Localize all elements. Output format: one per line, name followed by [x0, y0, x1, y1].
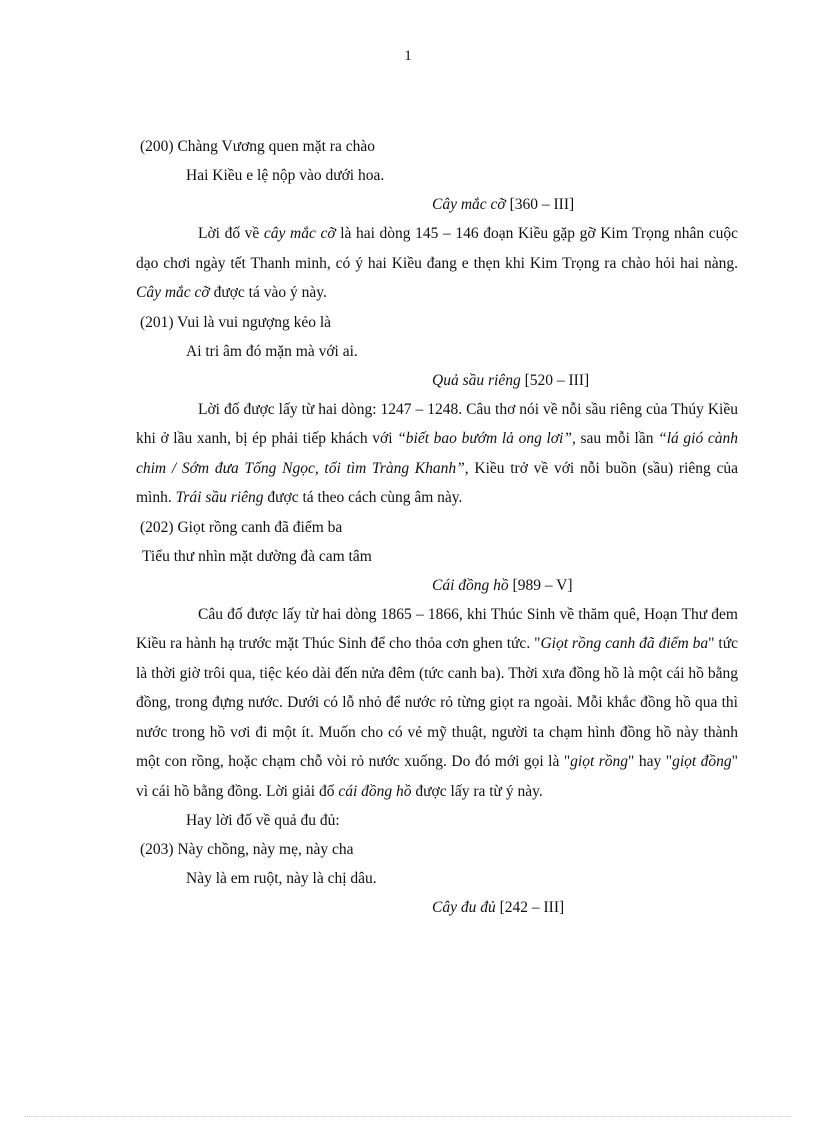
emphasis-text: cây mắc cỡ: [263, 225, 336, 242]
emphasis-text: giọt đồng: [672, 753, 732, 770]
paragraph-text: , sau mỗi lần: [571, 430, 659, 447]
emphasis-text: Giọt rồng canh đã điểm ba: [540, 635, 709, 652]
answer-reference: [242 – III]: [495, 899, 565, 916]
answer-reference: [989 – V]: [508, 576, 573, 594]
paragraph-text: được lấy ra từ ý này.: [411, 782, 543, 800]
intro-line: Hay lời đố về quả đu đủ:: [186, 812, 340, 829]
emphasis-text: “biết bao bướm lả ong lơi”: [397, 430, 572, 447]
paragraph-text: " hay ": [628, 753, 673, 770]
paragraph-text: được tá theo cách cùng âm này.: [263, 489, 463, 506]
emphasis-text: “lá gió cành chim / Sớm đưa Tống Ngọc, tối tìm Tràng Khanh”: [136, 430, 738, 477]
verse-text: Giọt rồng canh đã điểm ba: [173, 518, 343, 536]
riddle-answer: [432, 571, 738, 600]
page-bottom-divider: [24, 1116, 792, 1117]
paragraph-text: Câu đố được lấy từ hai dòng 1865 – 1866, khi Thúc Sinh về thăm quê, Hoạn Thư đem Kiều ra hành hạ trước mặt Thúc Sinh để cho thỏa cơn ghen tức. ": [136, 605, 738, 652]
explanation-paragraph: [136, 600, 738, 807]
emphasis-text: cái đồng hồ: [338, 782, 412, 800]
verse-number: (203): [140, 841, 174, 858]
verse-first-line: [140, 308, 738, 337]
answer-reference: [360 – III]: [505, 196, 575, 213]
verse-second-line: Hai Kiều e lệ nộp vào dưới hoa.: [186, 167, 385, 184]
paragraph-text: " tức là thời giờ trôi qua, tiệc kéo dài đến nửa đêm (tức canh ba). Thời xưa đồng hồ là một cái hồ bằng đồng, trong đựng nước. Dưới có lỗ nhỏ để nước rỏ từng giọt ra ngoài. Mỗi khắc đồng hồ qua thì nước trong hồ vơi đi một ít. Muốn cho có vẻ mỹ thuật, người ta chạm hình đồng hồ này thành một con rồng, hoặc chạm chỗ vòi rỏ nước xuống. Do đó mới gọi là ": [136, 635, 738, 770]
verse-text: Chàng Vương quen mặt ra chào: [173, 138, 375, 155]
answer-reference: [520 – III]: [520, 371, 590, 389]
explanation-paragraph: [136, 219, 738, 308]
answer-title: Cây mắc cỡ: [432, 196, 506, 213]
explanation-paragraph: [136, 395, 738, 513]
verse-number: (202): [140, 518, 174, 536]
riddle-answer: [432, 893, 738, 922]
verse-second-line: Này là em ruột, này là chị dâu.: [186, 870, 377, 887]
paragraph-text: Lời đố được lấy từ hai dòng: 1247 – 1248. Câu thơ nói về nỗi sầu riêng của Thúy Kiều khi ở lầu xanh, bị ép phải tiếp khách với: [136, 400, 738, 447]
riddle-answer: [432, 366, 738, 395]
paragraph-text: được tá vào ý này.: [209, 284, 327, 301]
answer-title: Quả sầu riêng: [432, 371, 521, 389]
paragraph-text: là hai dòng 145 – 146 đoạn Kiều gặp gỡ Kim Trọng nhân cuộc dạo chơi ngày tết Thanh minh, có ý hai Kiều đang e thẹn khi Kim Trọng ra chào hỏi hai nàng.: [136, 225, 739, 272]
verse-text: Này chồng, này mẹ, này cha: [173, 841, 354, 858]
answer-title: Cây đu đủ: [432, 899, 496, 916]
emphasis-text: Cây mắc cỡ: [136, 284, 210, 301]
document-body: [136, 132, 738, 922]
paragraph-text: " vì cái hồ bằng đồng. Lời giải đố: [136, 753, 738, 800]
paragraph-text: , Kiều trở về với nỗi buồn (sầu) riêng của mình.: [136, 459, 739, 506]
verse-first-line: [140, 132, 738, 161]
verse-text: Vui là vui ngượng kẻo là: [173, 313, 332, 331]
verse-second-line: Ai tri âm đó mặn mà với ai.: [186, 342, 358, 360]
verse-number: (201): [140, 313, 174, 331]
verse-first-line: [140, 835, 738, 864]
emphasis-text: giọt rồng: [570, 753, 629, 770]
verse-first-line: [140, 513, 738, 542]
emphasis-text: Trái sầu riêng: [175, 489, 264, 506]
page-number: 1: [404, 48, 412, 64]
verse-number: (200): [140, 138, 174, 155]
paragraph-text: Lời đố về: [198, 225, 264, 242]
riddle-answer: [432, 190, 738, 219]
verse-second-line: Tiểu thư nhìn mặt dường đà cam tâm: [142, 547, 372, 565]
answer-title: Cái đồng hồ: [432, 576, 509, 594]
